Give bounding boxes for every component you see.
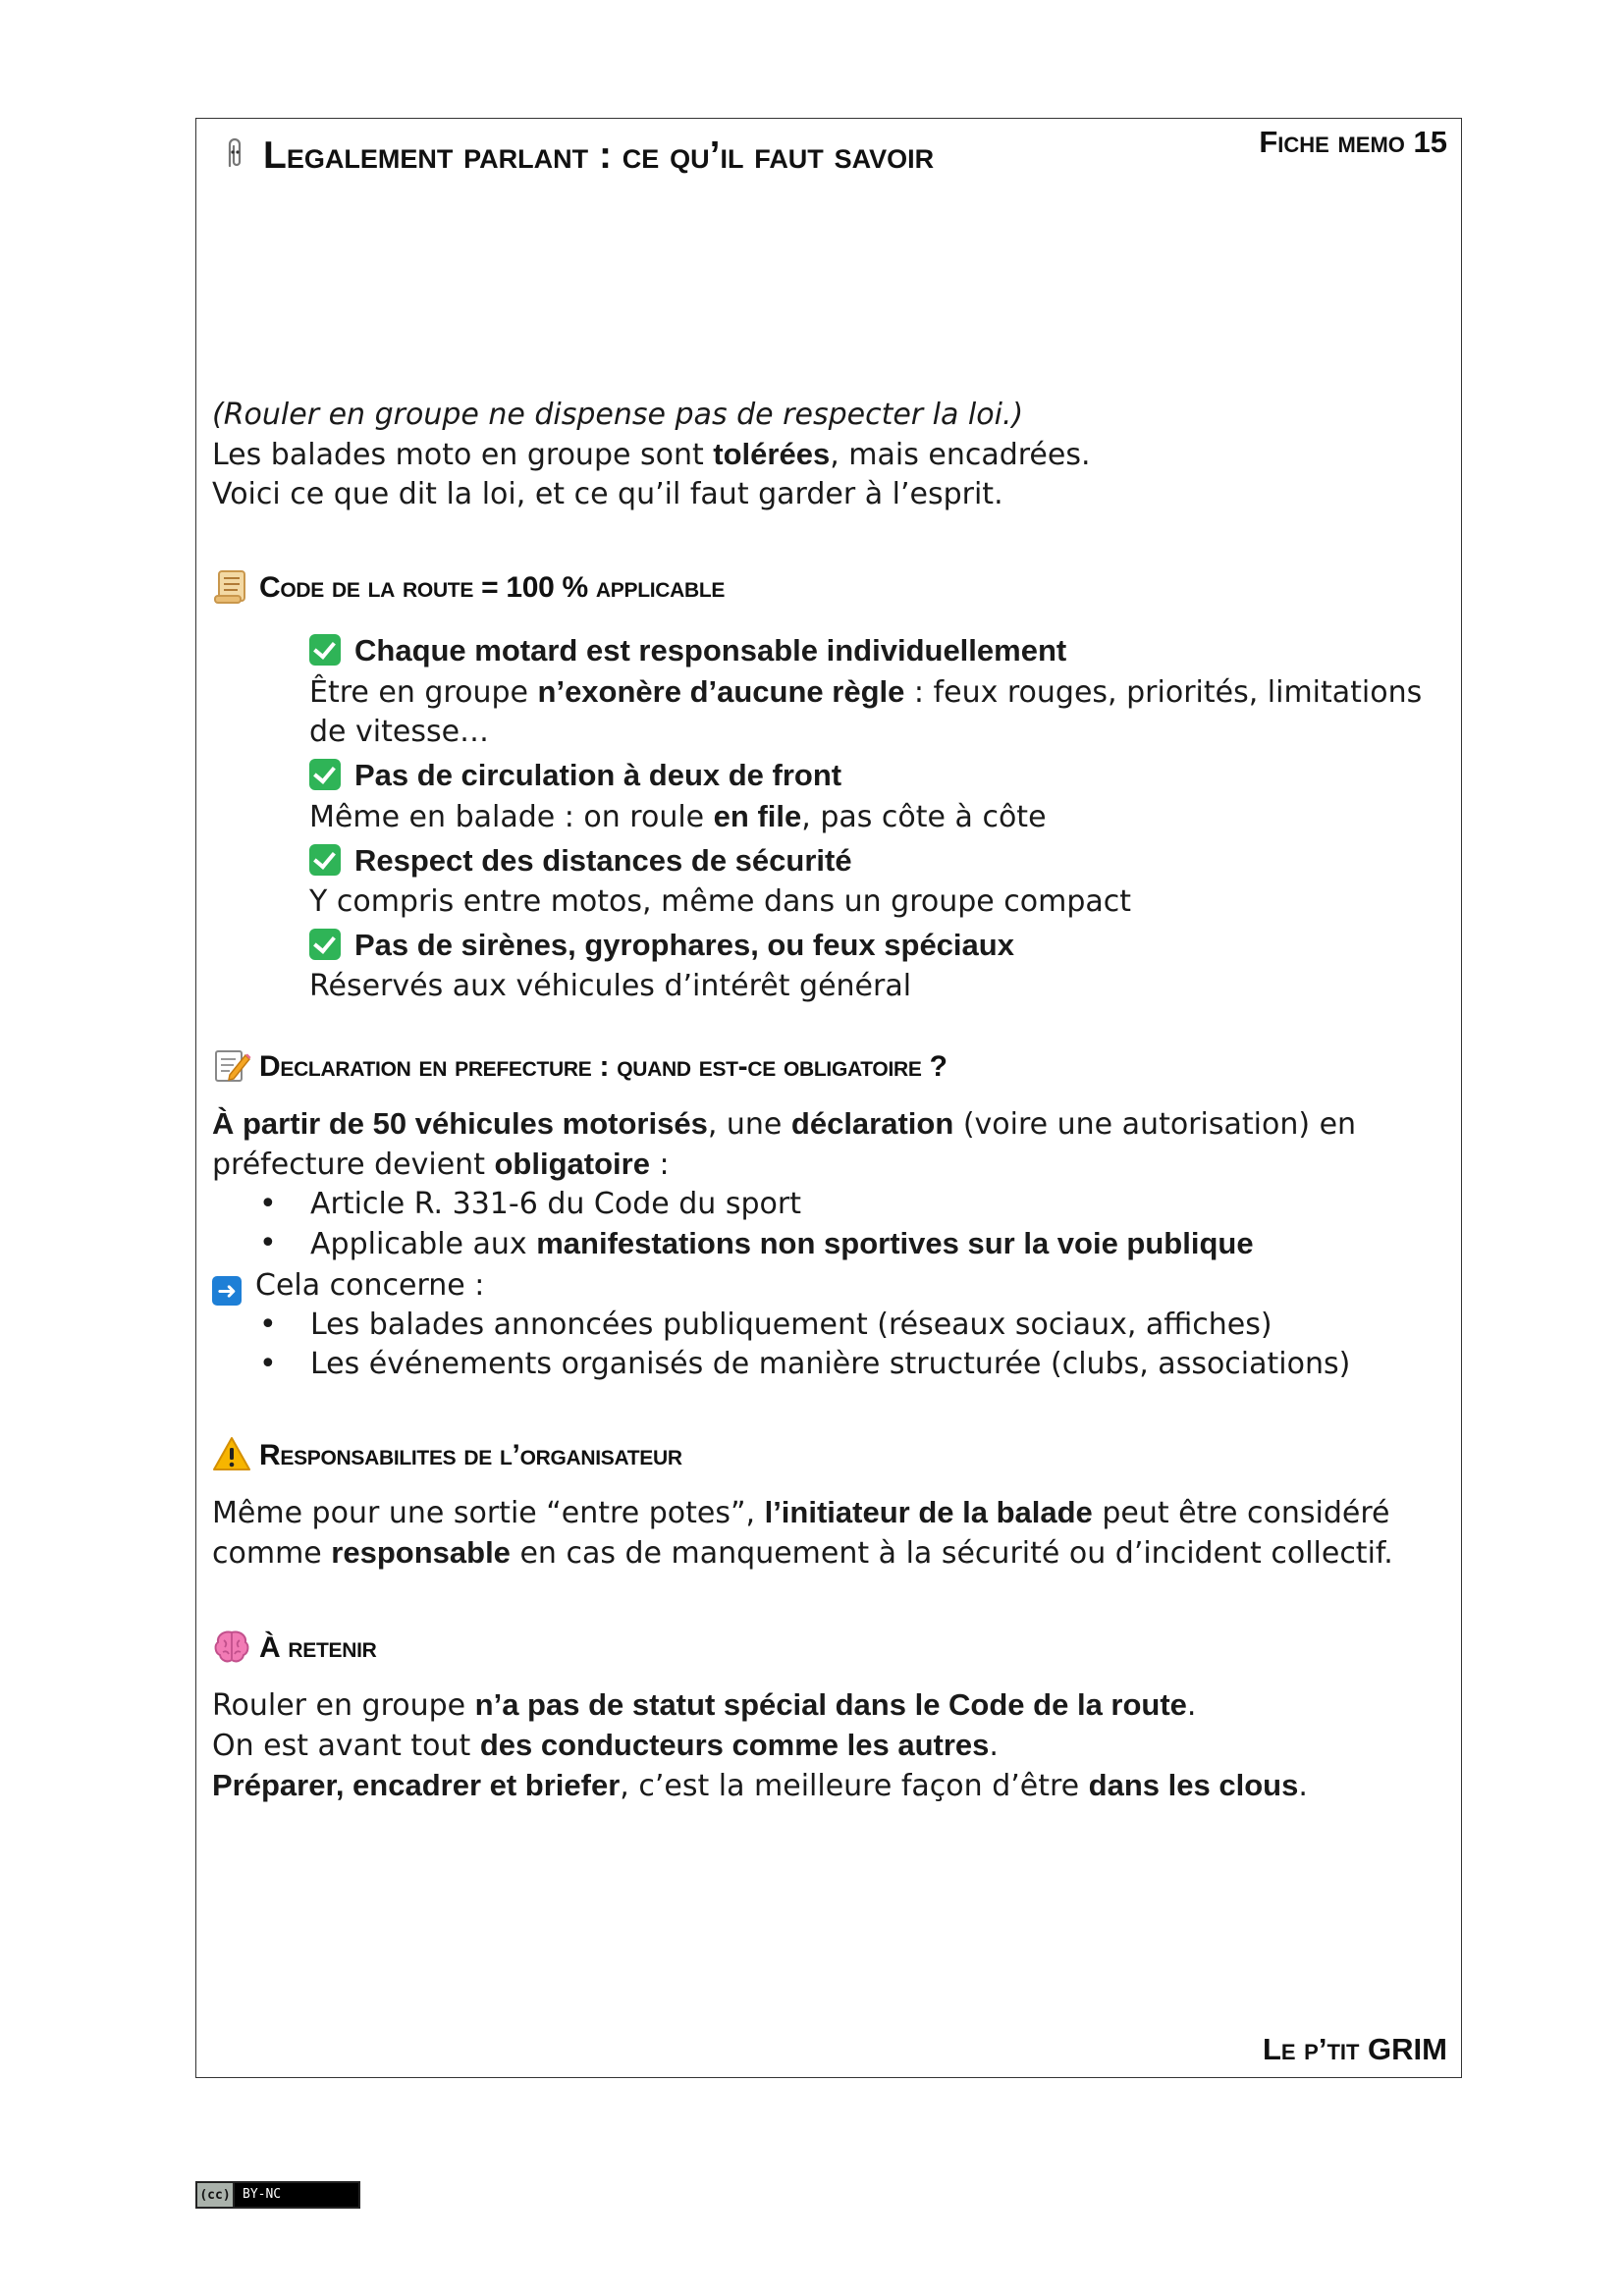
intro-text: Voici ce que dit la loi, et ce qu’il faut garder à l’esprit. — [212, 477, 1003, 511]
paperclip-icon — [220, 136, 249, 172]
scroll-icon — [212, 566, 251, 606]
decl-text: Applicable aux — [310, 1227, 537, 1261]
signature: Le p’tit GRIM — [1262, 2032, 1447, 2066]
retenir-text: . — [1298, 1769, 1308, 1803]
memo-card — [195, 118, 1462, 2078]
resp-bold: l’initiateur de la balade — [764, 1495, 1093, 1529]
section-heading-text: Responsabilites de l’organisateur — [259, 1439, 682, 1471]
section-heading-declaration — [212, 1045, 947, 1089]
retenir-bold: Préparer, encadrer et briefer — [212, 1768, 621, 1802]
memo-number: Fiche memo 15 — [1259, 125, 1447, 159]
resp-text: Même pour une sortie “entre potes”, — [212, 1496, 765, 1530]
resp-text: peut être considéré comme — [212, 1496, 1390, 1571]
cc-logo: (cc) — [197, 2183, 235, 2207]
section-heading-text: Code de la route = 100 % applicable — [259, 571, 726, 604]
resp-text: en cas de manquement à la sécurité ou d’incident collectif. — [510, 1536, 1393, 1571]
rule-desc: Y compris entre motos, même dans un groupe compact — [309, 884, 1132, 919]
decl-text: : — [649, 1148, 670, 1182]
cc-license-text: BY-NC — [235, 2183, 358, 2207]
retenir-bold: n’a pas de statut spécial dans le Code de la route — [474, 1687, 1187, 1722]
section-heading-responsabilites — [212, 1434, 682, 1477]
warning-icon — [212, 1434, 251, 1473]
brain-icon — [212, 1627, 251, 1666]
list-item — [309, 629, 1438, 752]
retenir-bold: dans les clous — [1088, 1768, 1299, 1802]
intro-text: , mais encadrées. — [830, 438, 1091, 472]
retenir-text: . — [1186, 1688, 1197, 1723]
intro-text: Les balades moto en groupe sont — [212, 438, 714, 472]
arrow-right-icon: ➜ — [212, 1276, 242, 1306]
section-heading-code — [212, 566, 725, 610]
rule-desc: Être en groupe — [309, 675, 538, 710]
list-item — [309, 754, 1438, 837]
rule-title: Pas de sirènes, gyrophares, ou feux spéciaux — [354, 928, 1014, 962]
check-icon — [309, 634, 341, 666]
declaration-body — [212, 1104, 1439, 1384]
list-item — [309, 839, 1438, 922]
check-icon — [309, 844, 341, 876]
decl-bullets — [212, 1185, 1439, 1264]
decl-bold: manifestations non sportives sur la voie publique — [536, 1226, 1254, 1260]
rule-desc: , pas côte à côte — [801, 800, 1047, 834]
rule-title: Respect des distances de sécurité — [354, 843, 852, 878]
intro — [212, 396, 1430, 514]
responsabilites-body — [212, 1493, 1439, 1574]
list-item: • Les événements organisés de manière structurée (clubs, associations) — [212, 1345, 1439, 1384]
section-heading-retenir — [212, 1627, 376, 1670]
memo-pencil-icon — [212, 1045, 251, 1085]
resp-bold: responsable — [331, 1535, 511, 1570]
intro-italic: (Rouler en groupe ne dispense pas de respecter la loi.) — [212, 398, 1024, 432]
rule-desc-bold: en file — [713, 799, 802, 833]
rule-desc: Même en balade : on roule — [309, 800, 714, 834]
decl-text: Cela concerne : — [255, 1268, 485, 1303]
decl-bullets-concerne — [212, 1306, 1439, 1384]
retenir-bold: des conducteurs comme les autres — [479, 1728, 990, 1762]
retenir-body — [212, 1685, 1439, 1806]
list-item: • Les balades annoncées publiquement (réseaux sociaux, affiches) — [212, 1306, 1439, 1345]
rule-title: Chaque motard est responsable individuellement — [354, 633, 1067, 667]
decl-text: , une — [707, 1107, 791, 1142]
list-item — [212, 1224, 1439, 1264]
cc-license-badge — [195, 2181, 360, 2209]
title-text: Legalement parlant : ce qu’il faut savoir — [263, 134, 935, 177]
decl-bold: obligatoire — [494, 1147, 650, 1181]
decl-text: (voire une autorisation) en préfecture devient — [212, 1107, 1357, 1182]
rule-desc: : feux rouges, priorités, limitations de vitesse… — [309, 675, 1423, 749]
decl-bold: À partir de 50 véhicules motorisés — [212, 1106, 708, 1141]
list-item: • Article R. 331-6 du Code du sport — [212, 1185, 1439, 1224]
check-icon — [309, 759, 341, 790]
intro-bold: tolérées — [713, 437, 831, 471]
page-title — [212, 129, 1076, 184]
list-item — [309, 924, 1438, 1006]
retenir-text: On est avant tout — [212, 1729, 480, 1763]
retenir-text: . — [989, 1729, 999, 1763]
retenir-text: Rouler en groupe — [212, 1688, 475, 1723]
decl-bold: déclaration — [790, 1106, 954, 1141]
section-heading-text: Declaration en prefecture : quand est-ce obligatoire ? — [259, 1050, 947, 1083]
code-rules-list — [309, 629, 1438, 1008]
retenir-text: , c’est la meilleure façon d’être — [620, 1769, 1089, 1803]
rule-desc: Réservés aux véhicules d’intérêt général — [309, 969, 912, 1003]
section-heading-text: À retenir — [259, 1631, 377, 1664]
rule-desc-bold: n’exonère d’aucune règle — [537, 674, 905, 709]
check-icon — [309, 929, 341, 960]
rule-title: Pas de circulation à deux de front — [354, 758, 842, 792]
